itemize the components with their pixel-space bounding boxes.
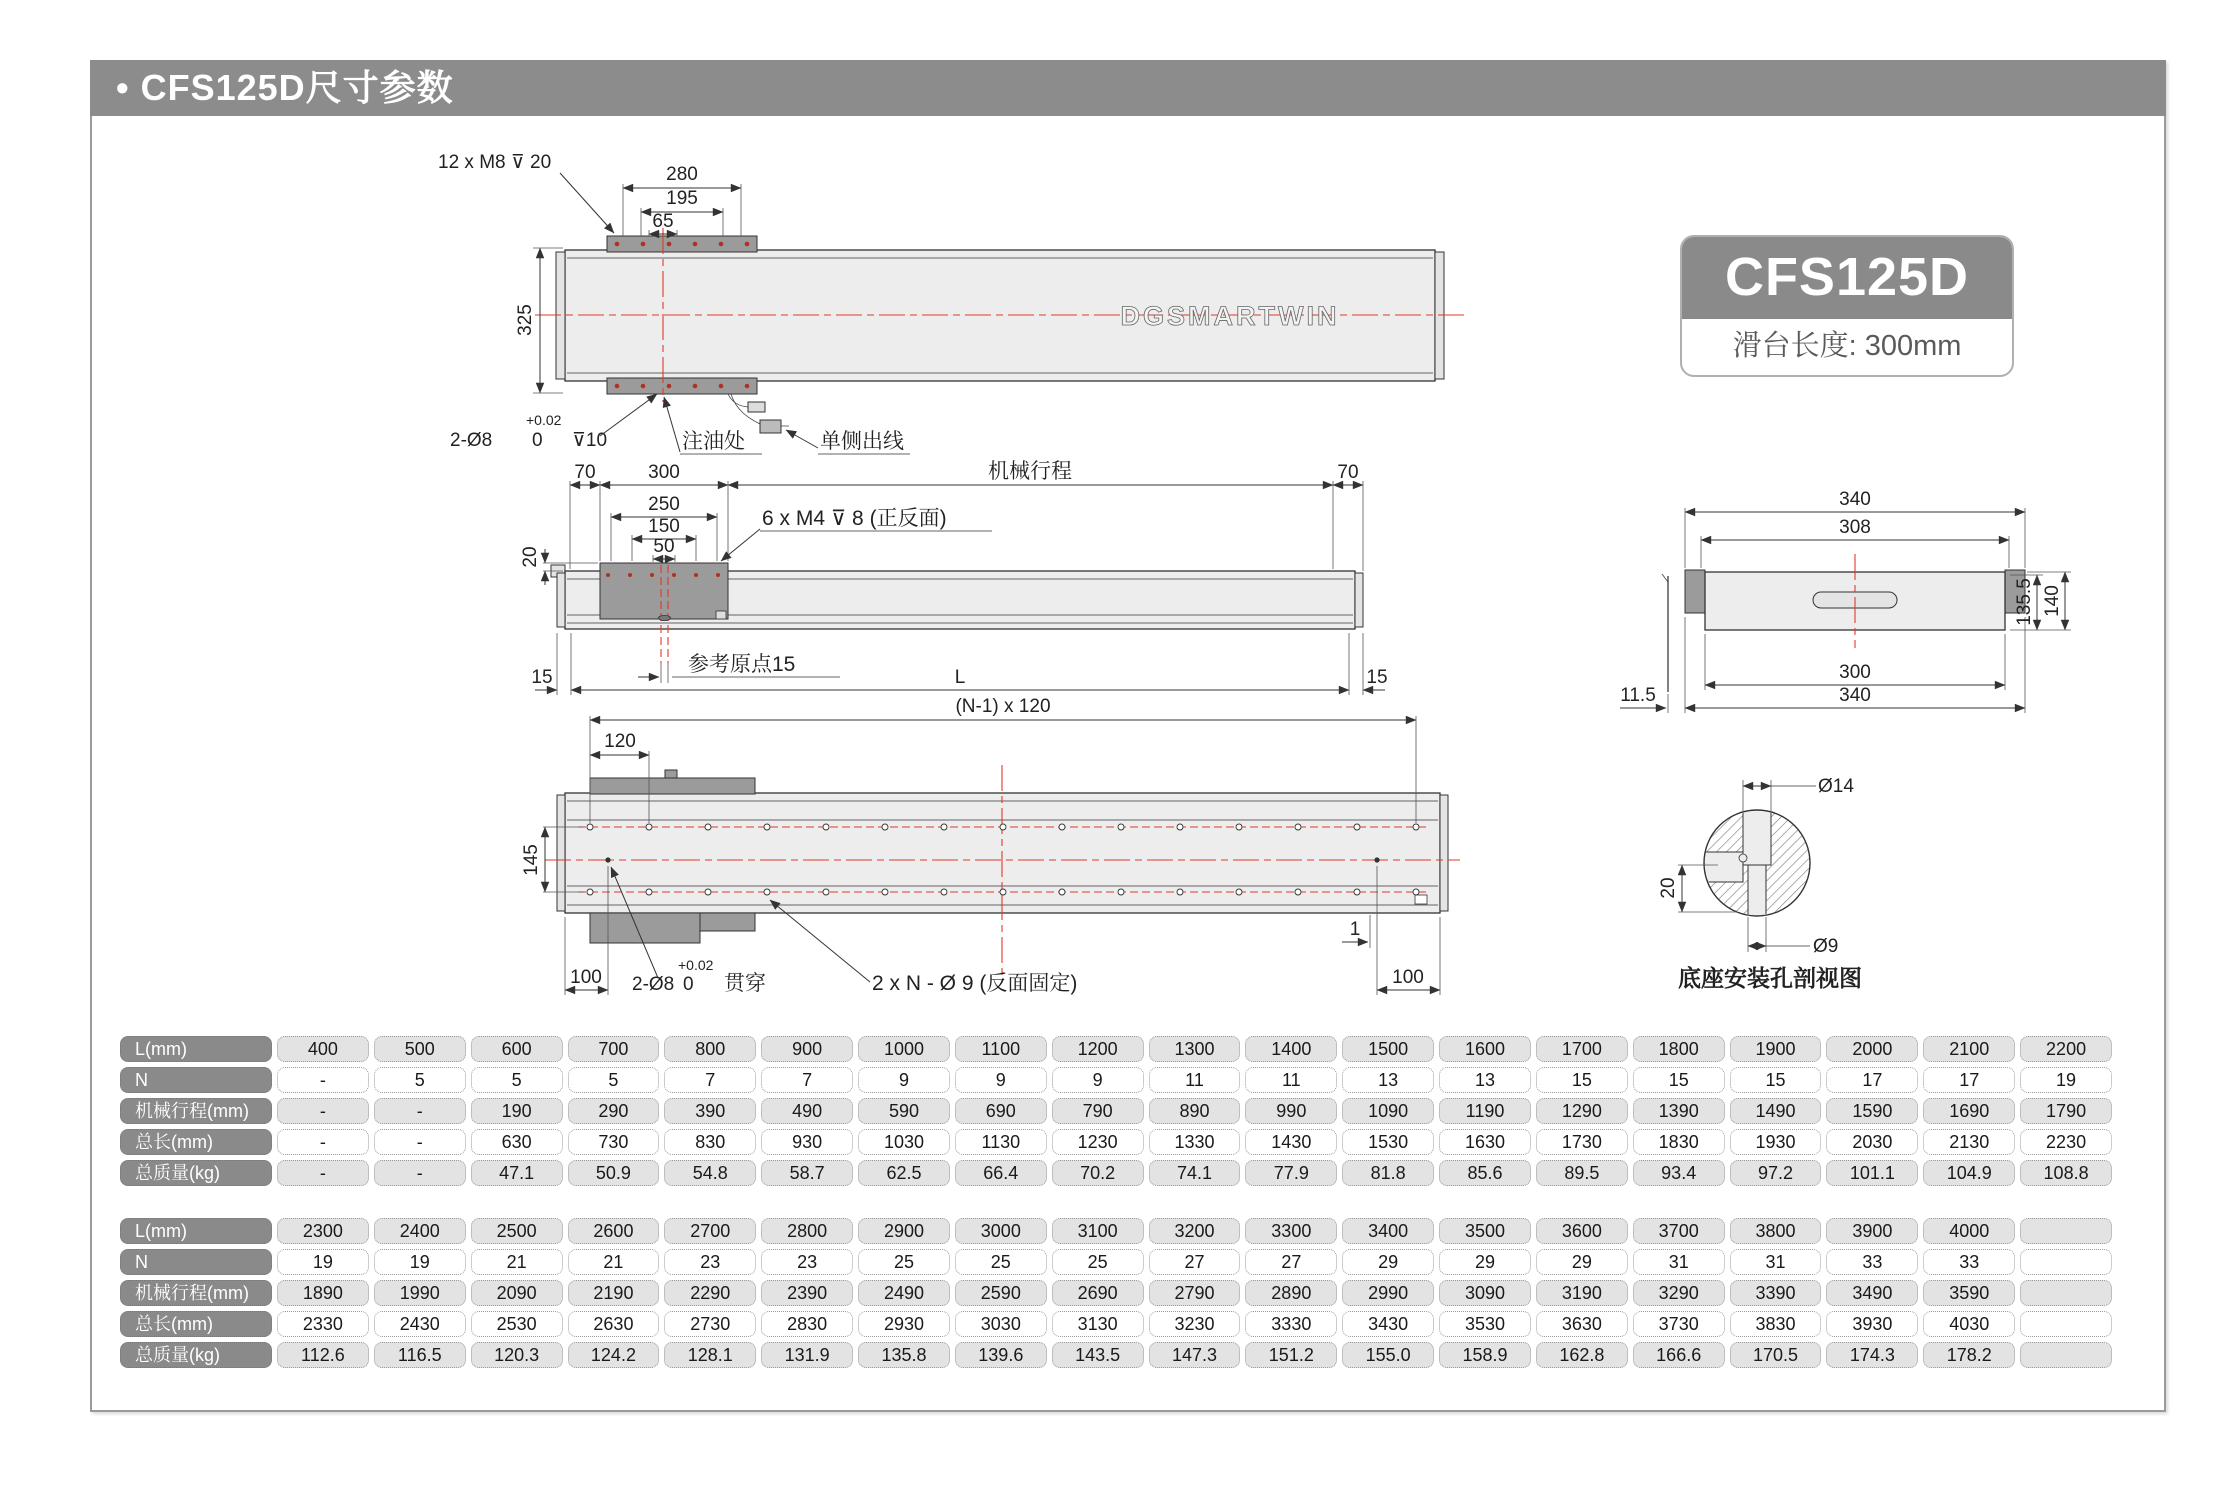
table-cell: 3500 [1439,1218,1531,1244]
table-cell: 1500 [1342,1036,1434,1062]
pin-tol-bottom: 0 [683,974,694,995]
table-cell: 2130 [1923,1129,2015,1155]
table-cell: 9 [1052,1067,1144,1093]
table-cell: 1030 [858,1129,950,1155]
model-badge-title: CFS125D [1682,237,2012,319]
table-cell: 3800 [1730,1218,1822,1244]
table-cell: 3730 [1633,1311,1725,1337]
table-cell: 27 [1149,1249,1241,1275]
dim-135-5: 135.5 [2014,578,2035,626]
table-cell: 17 [1923,1067,2015,1093]
table-cell: 21 [471,1249,563,1275]
table-cell: 1200 [1052,1036,1144,1062]
dim-15-left: 15 [531,667,553,688]
table-cell: 5 [568,1067,660,1093]
table-cell: 93.4 [1633,1160,1725,1186]
table-cell: 47.1 [471,1160,563,1186]
table-cell: 27 [1245,1249,1337,1275]
table-cell: 2630 [568,1311,660,1337]
table-cell: 139.6 [955,1342,1047,1368]
table-cell: 15 [1730,1067,1822,1093]
table-cell: 54.8 [664,1160,756,1186]
table-cell: 23 [664,1249,756,1275]
pin-tol-bottom: 0 [532,430,543,451]
table-cell: 101.1 [1826,1160,1918,1186]
dim-phi14: Ø14 [1818,776,1854,797]
table-cell: 1300 [1149,1036,1241,1062]
table-cell: 2700 [664,1218,756,1244]
dim-300: 300 [1839,662,1871,683]
table-cell: 58.7 [761,1160,853,1186]
table-cell: 104.9 [1923,1160,2015,1186]
table-cell: 17 [1826,1067,1918,1093]
side-view-drawing [520,460,1580,725]
table-cell: 2600 [568,1218,660,1244]
spec-table-1 [120,1036,2112,1186]
dim-15-right: 15 [1366,667,1388,688]
table-cell: 74.1 [1149,1160,1241,1186]
table-cell: 3000 [955,1218,1047,1244]
table-cell: 3330 [1245,1311,1337,1337]
m4-label: 6 x M4 ⊽ 8 (正反面) [762,507,947,530]
table-cell: 590 [858,1098,950,1124]
through-label: 贯穿 [724,972,766,995]
section-caption: 底座安装孔剖视图 [1678,965,1862,991]
table-cell: 66.4 [955,1160,1047,1186]
table-cell: 5 [471,1067,563,1093]
table-cell: 3830 [1730,1311,1822,1337]
table-cell: 690 [955,1098,1047,1124]
table-cell: 162.8 [1536,1342,1628,1368]
table-cell: 290 [568,1098,660,1124]
table-cell: 25 [858,1249,950,1275]
table-cell: 13 [1342,1067,1434,1093]
table-cell: 143.5 [1052,1342,1144,1368]
table-cell: 1590 [1826,1098,1918,1124]
table-cell: - [374,1098,466,1124]
table-cell [2020,1249,2112,1275]
table-cell: 3590 [1923,1280,2015,1306]
table-cell: 630 [471,1129,563,1155]
brand-logo: DGSMARTWIN [1120,301,1340,331]
dim-140: 140 [2042,585,2063,617]
table-cell: 3230 [1149,1311,1241,1337]
table-cell: 1430 [1245,1129,1337,1155]
thread-label: 12 x M8 ⊽ 20 [438,152,552,173]
table-cell: 70.2 [1052,1160,1144,1186]
table-cell: 3400 [1342,1218,1434,1244]
table-cell [2020,1218,2112,1244]
table-cell: 1100 [955,1036,1047,1062]
table-cell: 29 [1342,1249,1434,1275]
table-cell: 500 [374,1036,466,1062]
table-cell: 2100 [1923,1036,2015,1062]
table-cell: 800 [664,1036,756,1062]
table-cell: 19 [2020,1067,2112,1093]
table-cell: 5 [374,1067,466,1093]
origin-label: 参考原点15 [688,653,796,676]
end-view-drawing [1600,480,2160,720]
table-cell: 19 [277,1249,369,1275]
dim-325: 325 [515,304,536,336]
table-cell: 400 [277,1036,369,1062]
table-cell: 174.3 [1826,1342,1918,1368]
dim-L: L [954,667,966,688]
table-cell: 124.2 [568,1342,660,1368]
pitch-label: (N-1) x 120 [955,696,1051,717]
table-cell: 3200 [1149,1218,1241,1244]
table-cell: 3190 [1536,1280,1628,1306]
row-label: L(mm) [120,1036,272,1062]
table-cell: 62.5 [858,1160,950,1186]
model-badge [1680,235,2014,377]
dim-250: 250 [648,494,680,515]
pin-prefix: 2-Ø8 [632,974,675,995]
dim-100-right: 100 [1392,967,1424,988]
table-cell: - [277,1160,369,1186]
dim-100-left: 100 [570,967,602,988]
dim-340-top: 340 [1839,489,1871,510]
row-label: 总长(mm) [120,1129,272,1155]
holes-label: 2 x N - Ø 9 (反面固定) [872,972,1078,995]
table-cell: 1990 [374,1280,466,1306]
table-cell: 147.3 [1149,1342,1241,1368]
table-cell: 29 [1439,1249,1531,1275]
table-cell: 1930 [1730,1129,1822,1155]
section-detail-drawing [1620,740,2080,1020]
table-cell: 3900 [1826,1218,1918,1244]
row-label: 总质量(kg) [120,1160,272,1186]
table-cell: 3030 [955,1311,1047,1337]
table-cell: 13 [1439,1067,1531,1093]
table-cell: 3700 [1633,1218,1725,1244]
dim-150: 150 [648,516,680,537]
table-cell: 170.5 [1730,1342,1822,1368]
table-cell: 77.9 [1245,1160,1337,1186]
row-label: N [120,1249,272,1275]
table-cell: 930 [761,1129,853,1155]
table-cell: 1530 [1342,1129,1434,1155]
dim-340-bottom: 340 [1839,685,1871,706]
table-cell: 3390 [1730,1280,1822,1306]
table-cell: 3090 [1439,1280,1531,1306]
table-cell: 2790 [1149,1280,1241,1306]
table-cell: 178.2 [1923,1342,2015,1368]
table-cell: 3930 [1826,1311,1918,1337]
dim-145: 145 [521,844,542,876]
table-cell: 9 [858,1067,950,1093]
table-cell: 29 [1536,1249,1628,1275]
dim-300: 300 [648,462,680,483]
spec-table-2 [120,1218,2112,1368]
bottom-view-drawing [520,690,1580,1020]
row-label: 总长(mm) [120,1311,272,1337]
table-cell: 3630 [1536,1311,1628,1337]
table-cell: 3530 [1439,1311,1531,1337]
table-cell: 490 [761,1098,853,1124]
table-cell: 7 [761,1067,853,1093]
table-cell: 81.8 [1342,1160,1434,1186]
table-cell: 390 [664,1098,756,1124]
table-cell: 1130 [955,1129,1047,1155]
pin-tol-top: +0.02 [678,957,714,973]
table-cell: 1700 [1536,1036,1628,1062]
table-cell: - [277,1098,369,1124]
table-cell: 158.9 [1439,1342,1531,1368]
table-cell: 730 [568,1129,660,1155]
table-cell [2020,1342,2112,1368]
table-cell: 33 [1826,1249,1918,1275]
table-cell: 2000 [1826,1036,1918,1062]
table-cell: 2090 [471,1280,563,1306]
table-cell: 2690 [1052,1280,1144,1306]
table-cell: 700 [568,1036,660,1062]
table-cell: 2390 [761,1280,853,1306]
table-cell: 600 [471,1036,563,1062]
table-cell: 2800 [761,1218,853,1244]
table-cell: 190 [471,1098,563,1124]
table-cell: 2890 [1245,1280,1337,1306]
table-cell: 2830 [761,1311,853,1337]
table-cell: 1800 [1633,1036,1725,1062]
table-cell: 2290 [664,1280,756,1306]
table-cell: - [374,1129,466,1155]
table-cell: 31 [1633,1249,1725,1275]
table-cell: 155.0 [1342,1342,1434,1368]
table-cell: 3490 [1826,1280,1918,1306]
oil-label: 注油处 [682,430,745,453]
table-cell: 112.6 [277,1342,369,1368]
table-cell: 2190 [568,1280,660,1306]
table-cell: 2230 [2020,1129,2112,1155]
table-cell: 31 [1730,1249,1822,1275]
table-cell: 2590 [955,1280,1047,1306]
table-cell: 1830 [1633,1129,1725,1155]
row-label: 机械行程(mm) [120,1098,272,1124]
cable-label: 单侧出线 [820,430,904,453]
table-cell: 85.6 [1439,1160,1531,1186]
table-cell: 11 [1245,1067,1337,1093]
table-cell: 23 [761,1249,853,1275]
dim-280: 280 [666,164,698,185]
table-cell [2020,1311,2112,1337]
table-cell: 166.6 [1633,1342,1725,1368]
table-cell: 1490 [1730,1098,1822,1124]
table-cell: 1330 [1149,1129,1241,1155]
table-cell: 131.9 [761,1342,853,1368]
page-title: • CFS125D尺寸参数 [90,60,2166,116]
table-cell: 120.3 [471,1342,563,1368]
table-cell [2020,1280,2112,1306]
dim-50: 50 [653,536,675,557]
table-cell: 116.5 [374,1342,466,1368]
table-cell: 2030 [1826,1129,1918,1155]
table-cell: 1400 [1245,1036,1337,1062]
table-cell: 1690 [1923,1098,2015,1124]
table-cell: 1000 [858,1036,950,1062]
table-cell: 1290 [1536,1098,1628,1124]
table-cell: 97.2 [1730,1160,1822,1186]
table-cell: 3600 [1536,1218,1628,1244]
table-cell: 2730 [664,1311,756,1337]
table-cell: 1390 [1633,1098,1725,1124]
table-cell: 7 [664,1067,756,1093]
dim-195: 195 [666,188,698,209]
table-cell: 990 [1245,1098,1337,1124]
table-cell: 790 [1052,1098,1144,1124]
model-badge-subtitle: 滑台长度: 300mm [1732,330,1962,362]
row-label: 机械行程(mm) [120,1280,272,1306]
table-cell: 2300 [277,1218,369,1244]
dim-120: 120 [604,731,636,752]
table-cell: - [277,1067,369,1093]
row-label: 总质量(kg) [120,1342,272,1368]
table-cell: 2500 [471,1218,563,1244]
table-cell: 1730 [1536,1129,1628,1155]
dim-308: 308 [1839,517,1871,538]
table-cell: 135.8 [858,1342,950,1368]
table-cell: 2530 [471,1311,563,1337]
table-cell: 50.9 [568,1160,660,1186]
table-cell: - [374,1160,466,1186]
table-cell: 108.8 [2020,1160,2112,1186]
table-cell: 3430 [1342,1311,1434,1337]
table-cell: 2430 [374,1311,466,1337]
table-cell: 25 [955,1249,1047,1275]
table-cell: 2930 [858,1311,950,1337]
table-cell: 15 [1536,1067,1628,1093]
dim-70-left: 70 [574,462,596,483]
table-cell: 4000 [1923,1218,2015,1244]
table-cell: 1890 [277,1280,369,1306]
table-cell: 1090 [1342,1098,1434,1124]
table-cell: - [277,1129,369,1155]
table-cell: 900 [761,1036,853,1062]
table-cell: 2330 [277,1311,369,1337]
table-cell: 830 [664,1129,756,1155]
dim-11-5: 11.5 [1620,685,1656,706]
dim-70-right: 70 [1337,462,1359,483]
dim-20: 20 [520,546,541,568]
table-cell: 4030 [1923,1311,2015,1337]
pin-depth: ⊽10 [572,430,608,451]
table-cell: 19 [374,1249,466,1275]
table-cell: 890 [1149,1098,1241,1124]
table-cell: 21 [568,1249,660,1275]
table-cell: 1790 [2020,1098,2112,1124]
table-cell: 1900 [1730,1036,1822,1062]
dim-20: 20 [1658,877,1679,899]
table-cell: 1630 [1439,1129,1531,1155]
stroke-label: 机械行程 [988,460,1072,483]
cable-assembly [728,394,789,433]
table-cell: 3100 [1052,1218,1144,1244]
row-label: L(mm) [120,1218,272,1244]
table-cell: 89.5 [1536,1160,1628,1186]
table-cell: 128.1 [664,1342,756,1368]
row-label: N [120,1067,272,1093]
dim-1: 1 [1349,919,1361,940]
table-cell: 1230 [1052,1129,1144,1155]
table-cell: 9 [955,1067,1047,1093]
table-cell: 2490 [858,1280,950,1306]
dim-65: 65 [652,211,674,232]
table-cell: 2990 [1342,1280,1434,1306]
table-cell: 3300 [1245,1218,1337,1244]
pin-prefix: 2-Ø8 [450,430,493,451]
table-cell: 15 [1633,1067,1725,1093]
table-cell: 3290 [1633,1280,1725,1306]
table-cell: 2200 [2020,1036,2112,1062]
table-cell: 3130 [1052,1311,1144,1337]
table-cell: 11 [1149,1067,1241,1093]
table-cell: 25 [1052,1249,1144,1275]
table-cell: 33 [1923,1249,2015,1275]
table-cell: 1190 [1439,1098,1531,1124]
table-cell: 1600 [1439,1036,1531,1062]
table-cell: 2400 [374,1218,466,1244]
table-cell: 151.2 [1245,1342,1337,1368]
dim-phi9: Ø9 [1813,936,1839,957]
table-cell: 2900 [858,1218,950,1244]
pin-tol-top: +0.02 [526,412,562,428]
